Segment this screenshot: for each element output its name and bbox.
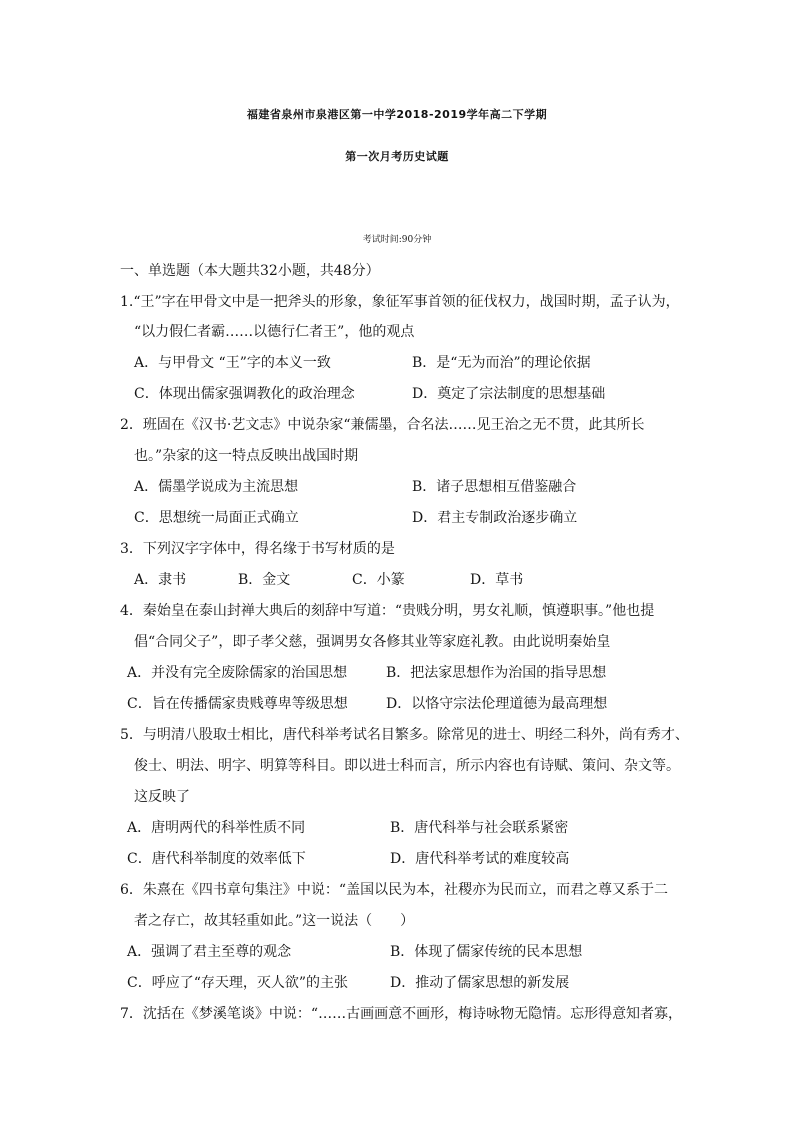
question-4-stem-line2: 倡“合同父子”，即子孝父慈，强调男女各修其业等家庭礼教。由此说明秦始皇 [134, 634, 611, 650]
question-1-option-b: B．是“无为而治”的理论依据 [412, 355, 591, 371]
question-5-option-a: A．唐明两代的科举性质不同 [127, 820, 306, 836]
question-3-option-a: A．隶书 [134, 572, 187, 588]
question-4-option-a: A．并没有完全废除儒家的治国思想 [127, 665, 348, 681]
exam-title-line2: 第一次月考历史试题 [345, 150, 449, 163]
question-4-option-d: D．以恪守宗法伦理道德为最高理想 [386, 696, 608, 712]
question-5-stem-line2: 俊士、明法、明字、明算等科目。即以进士科而言，所示内容也有诗赋、策问、杂文等。 [134, 758, 680, 774]
question-6-stem-line2: 者之存亡，故其轻重如此。”这一说法（ ） [134, 913, 415, 929]
question-6-option-c: C．呼应了“存天理，灭人欲”的主张 [127, 975, 349, 991]
question-3-option-c: C．小篆 [352, 572, 405, 588]
question-3-option-d: D．草书 [470, 572, 524, 588]
question-6-option-d: D．推动了儒家思想的新发展 [390, 975, 570, 991]
question-2-stem-line2: 也。”杂家的这一特点反映出战国时期 [134, 448, 359, 464]
question-1-stem-line1: 1.“王”字在甲骨文中是一把斧头的形象，象征军事首领的征伐权力，战国时期，孟子认为， [120, 294, 680, 310]
question-3-option-b: B．金文 [238, 572, 291, 588]
question-1-option-d: D．奠定了宗法制度的思想基础 [412, 386, 606, 402]
question-5-option-d: D．唐代科举考试的难度较高 [390, 851, 570, 867]
question-4-stem-line1: 4．秦始皇在泰山封禅大典后的刻辞中写道：“贵贱分明，男女礼顺，慎遵职事。”他也提 [120, 603, 655, 619]
section-heading: 一、单选题（本大题共32小题，共48分） [120, 263, 380, 279]
exam-title-line1: 福建省泉州市泉港区第一中学2018-2019学年高二下学期 [246, 108, 548, 121]
question-3-stem-line1: 3．下列汉字字体中，得名缘于书写材质的是 [120, 541, 395, 557]
question-6-stem-line1: 6．朱熹在《四书章句集注》中说：“盖国以民为本，社稷亦为民而立，而君之尊又系于二 [120, 882, 669, 898]
question-5-option-b: B．唐代科举与社会联系紧密 [390, 820, 569, 836]
question-6-option-b: B．体现了儒家传统的民本思想 [390, 944, 583, 960]
question-5-stem-line1: 5．与明清八股取士相比，唐代科举考试名目繁多。除常见的进士、明经二科外，尚有秀才、 [120, 727, 689, 743]
question-5-option-c: C．唐代科举制度的效率低下 [127, 851, 306, 867]
question-4-option-c: C．旨在传播儒家贵贱尊卑等级思想 [127, 696, 348, 712]
question-7-stem-line1: 7．沈括在《梦溪笔谈》中说：“……古画画意不画形，梅诗咏物无隐情。忘形得意知者寡， [120, 1006, 683, 1022]
question-1-stem-line2: “以力假仁者霸……以德行仁者王”，他的观点 [134, 324, 415, 340]
question-1-option-a: A．与甲骨文 “王”字的本义一致 [134, 355, 331, 371]
question-2-option-a: A．儒墨学说成为主流思想 [134, 479, 299, 495]
question-2-option-b: B．诸子思想相互借鉴融合 [412, 479, 577, 495]
question-2-option-d: D．君主专制政治逐步确立 [412, 510, 578, 526]
question-5-stem-line3: 这反映了 [134, 789, 190, 805]
question-4-option-b: B．把法家思想作为治国的指导思想 [386, 665, 607, 681]
question-2-stem-line1: 2．班固在《汉书·艺文志》中说杂家“兼儒墨，合名法……见王治之无不贯，此其所长 [120, 417, 645, 433]
question-2-option-c: C．思想统一局面正式确立 [134, 510, 299, 526]
exam-time: 考试时间:90分钟 [362, 235, 432, 245]
question-1-option-c: C．体现出儒家强调教化的政治理念 [134, 386, 355, 402]
question-6-option-a: A．强调了君主至尊的观念 [127, 944, 292, 960]
